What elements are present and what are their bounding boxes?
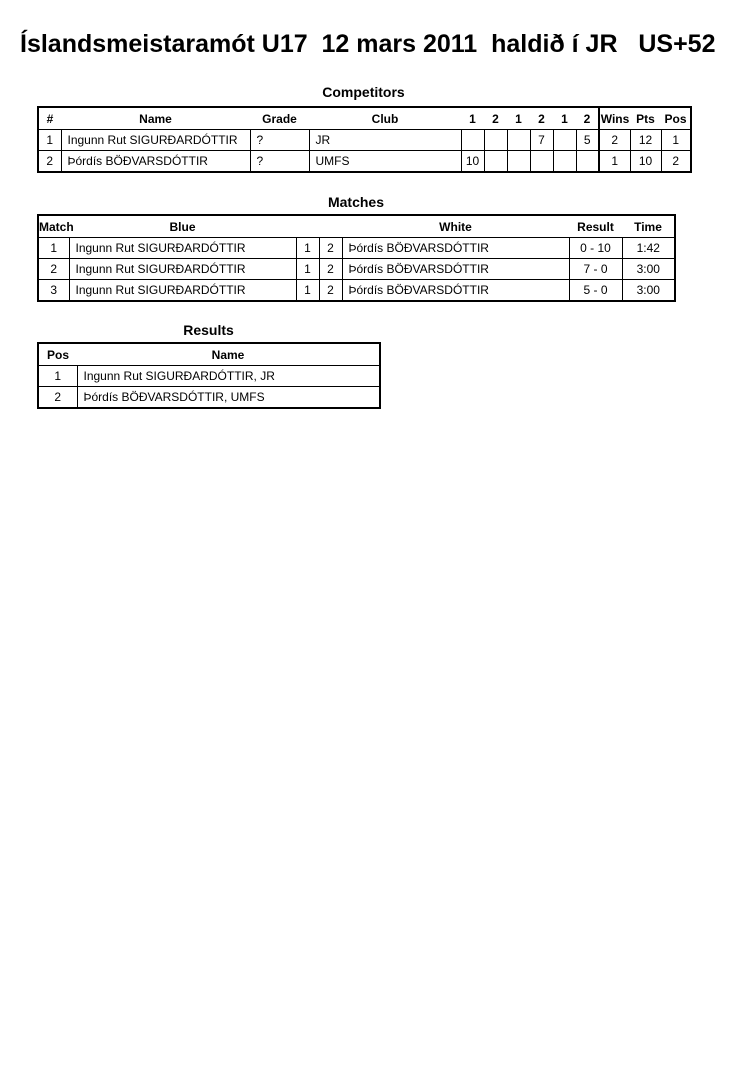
table-row — [38, 238, 675, 259]
competitors-table — [37, 106, 692, 173]
match-time: 1:42 — [622, 238, 675, 259]
match-white: Þórdís BÖÐVARSDÓTTIR — [342, 238, 569, 259]
col-time: Time — [634, 219, 662, 234]
results-header-row — [38, 343, 380, 366]
col-name: Name — [211, 347, 245, 362]
match-blue: Ingunn Rut SIGURÐARDÓTTIR — [69, 259, 296, 280]
score-cell: 5 — [576, 130, 599, 151]
col-blue: Blue — [169, 219, 196, 234]
score-cell — [507, 151, 530, 173]
table-row — [38, 130, 691, 151]
score-cell — [461, 130, 484, 151]
matches-table — [37, 214, 676, 302]
score-cell — [484, 151, 507, 173]
match-blue: Ingunn Rut SIGURÐARDÓTTIR — [69, 280, 296, 302]
match-white-num: 2 — [319, 238, 342, 259]
competitor-pos: 2 — [661, 151, 691, 173]
competitor-grade: ? — [250, 151, 309, 173]
match-time: 3:00 — [622, 280, 675, 302]
table-row — [38, 259, 675, 280]
col-round: 1 — [561, 111, 568, 126]
competitor-pts: 12 — [630, 130, 661, 151]
col-round: 2 — [583, 111, 591, 126]
col-pts: Pts — [636, 111, 655, 126]
match-num: 2 — [38, 259, 69, 280]
col-match: Match — [39, 219, 74, 234]
competitor-pos: 1 — [661, 130, 691, 151]
match-white: Þórdís BÖÐVARSDÓTTIR — [342, 280, 569, 302]
matches-header-row — [38, 215, 675, 238]
match-white-num: 2 — [319, 280, 342, 302]
result-pos: 1 — [38, 366, 77, 387]
match-white: Þórdís BÖÐVARSDÓTTIR — [342, 259, 569, 280]
col-white: White — [439, 219, 472, 234]
results-heading: Results — [183, 322, 234, 338]
competitor-grade: ? — [250, 130, 309, 151]
col-wins: Wins — [599, 107, 630, 130]
page-title: Íslandsmeistaramót U17 12 mars 2011 haldið í JR US+52 — [20, 30, 716, 58]
col-round: 1 — [469, 111, 476, 126]
col-round: 2 — [538, 111, 545, 126]
table-row — [38, 387, 380, 409]
competitor-club: JR — [309, 130, 461, 151]
competitor-wins: 1 — [599, 151, 630, 173]
match-white-num: 2 — [319, 259, 342, 280]
table-row — [38, 366, 380, 387]
matches-heading: Matches — [327, 194, 385, 210]
score-cell: 10 — [461, 151, 484, 173]
score-cell — [553, 151, 576, 173]
col-pos: Pos — [664, 111, 687, 126]
score-cell — [507, 130, 530, 151]
score-cell — [553, 130, 576, 151]
score-cell — [576, 151, 599, 173]
results-table — [37, 342, 381, 409]
score-cell — [484, 130, 507, 151]
table-row — [38, 151, 691, 173]
match-blue-num: 1 — [296, 238, 319, 259]
match-result: 5 - 0 — [569, 280, 622, 302]
col-result: Result — [577, 219, 614, 234]
competitors-header-row — [38, 107, 691, 130]
competitor-num: 1 — [38, 130, 61, 151]
col-num: # — [46, 111, 54, 126]
match-num: 3 — [38, 280, 69, 302]
table-row — [38, 280, 675, 302]
col-grade: Grade — [262, 111, 297, 126]
score-cell — [530, 151, 553, 173]
competitor-wins: 2 — [599, 130, 630, 151]
col-pos: Pos — [46, 347, 69, 362]
competitor-club: UMFS — [309, 151, 461, 173]
match-result: 7 - 0 — [569, 259, 622, 280]
competitor-num: 2 — [38, 151, 61, 173]
result-name: Þórdís BÖÐVARSDÓTTIR, UMFS — [77, 387, 380, 409]
match-result: 0 - 10 — [569, 238, 622, 259]
match-num: 1 — [38, 238, 69, 259]
competitor-pts: 10 — [630, 151, 661, 173]
competitor-name: Þórdís BÖÐVARSDÓTTIR — [61, 151, 250, 173]
col-round: 1 — [515, 111, 522, 126]
col-name: Name — [139, 111, 172, 126]
competitors-heading: Competitors — [322, 84, 405, 100]
match-blue: Ingunn Rut SIGURÐARDÓTTIR — [69, 238, 296, 259]
col-club: Club — [371, 111, 399, 126]
result-pos: 2 — [38, 387, 77, 409]
match-blue-num: 1 — [296, 259, 319, 280]
match-blue-num: 1 — [296, 280, 319, 302]
col-round: 2 — [492, 111, 499, 126]
competitor-name: Ingunn Rut SIGURÐARDÓTTIR — [61, 130, 250, 151]
result-name: Ingunn Rut SIGURÐARDÓTTIR, JR — [77, 366, 380, 387]
score-cell: 7 — [530, 130, 553, 151]
match-time: 3:00 — [622, 259, 675, 280]
